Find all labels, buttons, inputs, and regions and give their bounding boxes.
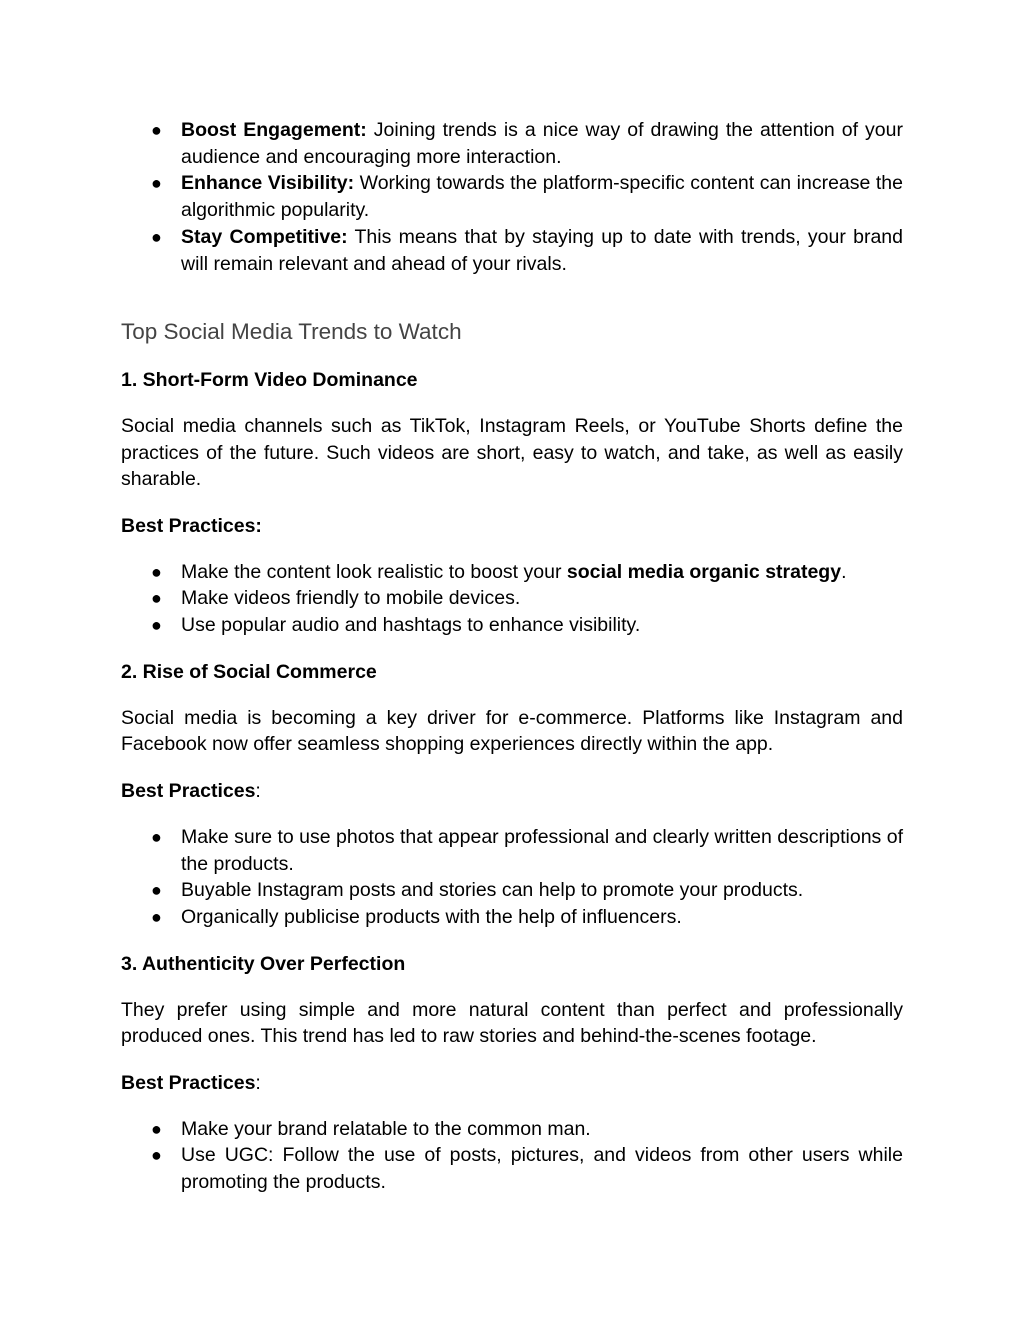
item-text: Organically publicise products with the help of influencers. [181, 905, 682, 928]
best-practices-label [121, 1070, 903, 1096]
document-page [121, 117, 903, 1196]
item-label: Boost Engagement: [181, 119, 367, 141]
trend-paragraph: They prefer using simple and more natural content than perfect and professionally produced ones. This trend has led to raw stories and behind-the-scenes footage. [121, 998, 903, 1048]
list-item [121, 904, 903, 931]
item-label: Stay Competitive: [181, 225, 348, 248]
item-text: Joining trends is a nice way of drawing the attention of your audience and encouraging more interaction. [181, 119, 903, 168]
item-text-end: . [841, 560, 847, 583]
best-practices-list [121, 1116, 903, 1196]
list-item [121, 117, 903, 170]
intro-benefits-list [121, 117, 903, 277]
best-practices-text: Best Practices [121, 779, 256, 802]
best-practices-list [121, 824, 903, 931]
item-label: Enhance Visibility: [181, 172, 355, 195]
list-item [121, 612, 903, 639]
bullet-icon: ● [151, 880, 162, 901]
best-practices-text: Best Practices: [121, 514, 262, 537]
item-text: Make videos friendly to mobile devices. [181, 587, 521, 610]
item-text: Make your brand relatable to the common man. [181, 1117, 591, 1140]
trend-paragraph: Social media channels such as TikTok, Instagram Reels, or YouTube Shorts define the practices of the future. Such videos are short, easy to watch, and take, as well as easily sharable. [121, 415, 903, 491]
best-practices-suffix: : [255, 1071, 261, 1094]
item-text: Use UGC: Follow the use of posts, pictures, and videos from other users while promoting the products. [181, 1144, 903, 1194]
list-item [121, 559, 903, 586]
list-item [121, 824, 903, 877]
trend-paragraph: Social media is becoming a key driver for e-commerce. Platforms like Instagram and Facebook now offer seamless shopping experiences directly within the app. [121, 706, 903, 756]
trend-heading: 2. Rise of Social Commerce [121, 660, 377, 683]
bullet-icon: ● [151, 615, 162, 636]
best-practices-suffix: : [255, 779, 261, 802]
item-bold-text: social media organic strategy [566, 560, 842, 583]
item-text: Use popular audio and hashtags to enhance visibility. [181, 614, 641, 637]
best-practices-text: Best Practices [121, 1071, 256, 1094]
list-item [121, 170, 903, 223]
bullet-icon: ● [151, 1118, 162, 1139]
list-item [121, 1116, 903, 1143]
list-item [121, 585, 903, 612]
bullet-icon: ● [151, 120, 162, 140]
bullet-icon: ● [151, 906, 162, 927]
item-text: Make sure to use photos that appear professional and clearly written descriptions of the products. [181, 825, 903, 875]
best-practices-label [121, 778, 903, 804]
list-item [121, 1142, 903, 1195]
bullet-icon: ● [151, 561, 162, 582]
bullet-icon: ● [151, 226, 162, 247]
bullet-icon: ● [151, 173, 162, 194]
bullet-icon: ● [151, 1145, 162, 1166]
bullet-icon: ● [151, 588, 162, 609]
bullet-icon: ● [151, 826, 162, 847]
trend-heading: 1. Short-Form Video Dominance [121, 369, 418, 392]
item-text: Working towards the platform-specific content can increase the algorithmic popularity. [181, 172, 903, 222]
item-text: Make the content look realistic to boost your [181, 560, 567, 583]
best-practices-list [121, 559, 903, 639]
trend-heading: 3. Authenticity Over Perfection [121, 952, 406, 975]
item-text: Buyable Instagram posts and stories can help to promote your products. [181, 879, 804, 902]
section-title: Top Social Media Trends to Watch [121, 319, 462, 345]
item-text: This means that by staying up to date with trends, your brand will remain relevant and ahead of your rivals. [181, 225, 904, 275]
list-item [121, 877, 903, 904]
best-practices-label [121, 513, 903, 539]
list-item [121, 224, 903, 277]
